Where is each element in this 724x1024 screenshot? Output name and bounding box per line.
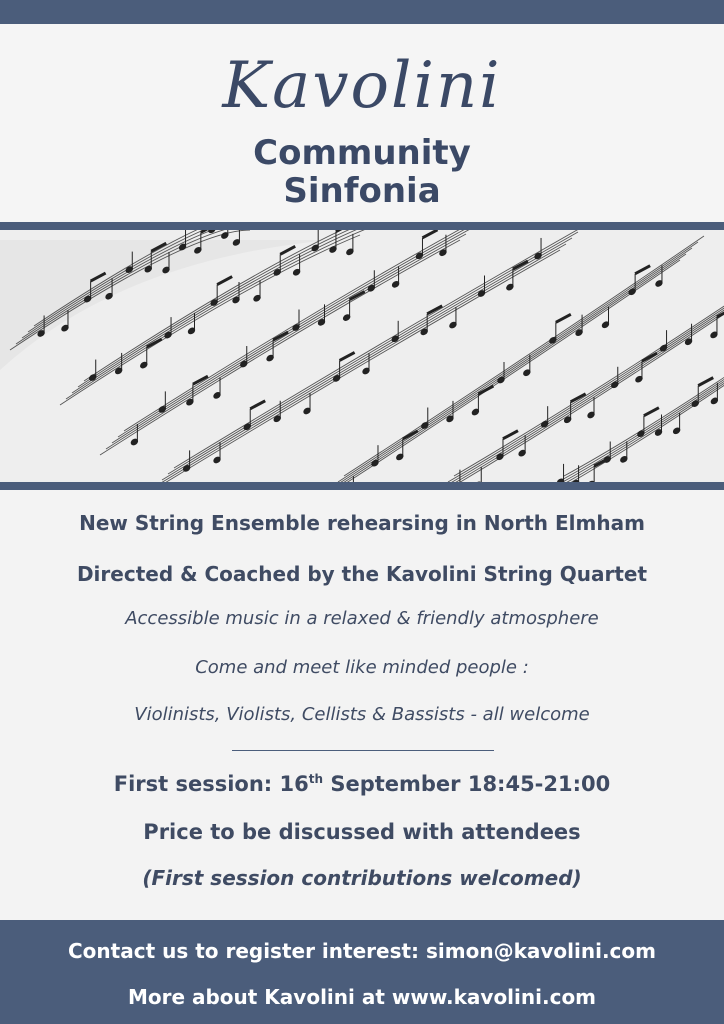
first-session-suffix: September 18:45-21:00: [323, 772, 611, 796]
footer: [0, 920, 724, 1024]
first-session-ordinal: th: [308, 772, 324, 786]
website-line: More about Kavolini at www.kavolini.com: [127, 985, 597, 1009]
tagline-accessible: Accessible music in a relaxed & friendly atmosphere: [125, 608, 599, 629]
contributions-line: (First session contributions welcomed): [142, 866, 582, 890]
tagline-meet: Come and meet like minded people :: [195, 657, 529, 678]
first-session-prefix: First session: 16: [113, 772, 309, 796]
first-session-line: [0, 772, 724, 796]
brand-subtitle-community: Community: [253, 133, 471, 173]
top-band: [0, 0, 724, 24]
section-divider: [232, 750, 494, 751]
brand-script-title: Kavolini: [222, 49, 502, 123]
contact-line: Contact us to register interest: simon@kavolini.com: [68, 939, 656, 963]
headline-ensemble: New String Ensemble rehearsing in North Elmham: [79, 511, 645, 535]
sheet-music-illustration: [0, 230, 724, 482]
sheet-music-photo: [0, 230, 724, 482]
tagline-welcome: Violinists, Violists, Cellists & Bassists - all welcome: [134, 704, 590, 725]
header-divider-band: [0, 222, 724, 230]
headline-directed: Directed & Coached by the Kavolini String Quartet: [76, 562, 648, 586]
photo-divider-band: [0, 482, 724, 490]
price-line: Price to be discussed with attendees: [143, 820, 581, 844]
brand-subtitle-sinfonia: Sinfonia: [283, 171, 441, 211]
header: [0, 24, 724, 222]
